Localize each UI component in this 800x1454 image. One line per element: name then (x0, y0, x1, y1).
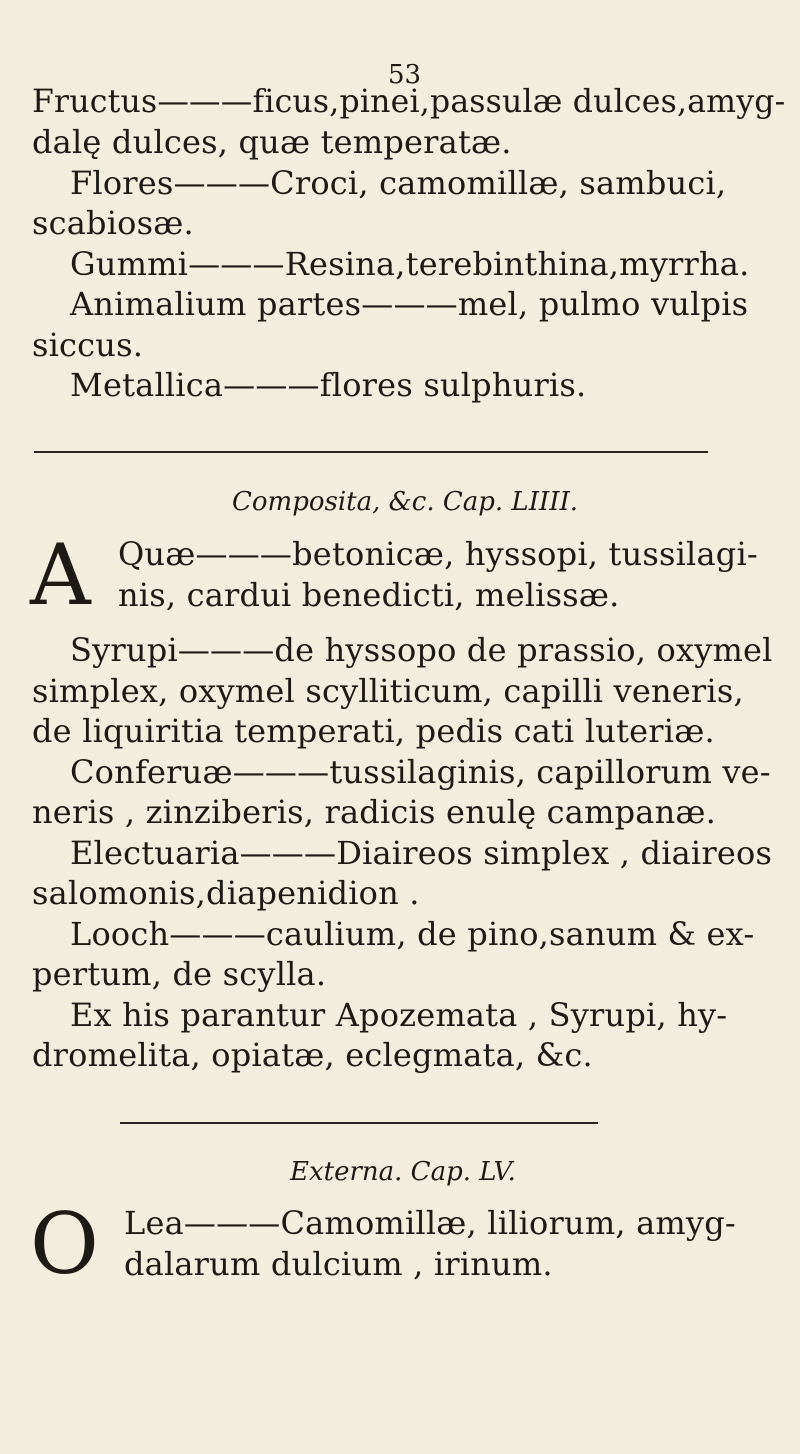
text-line: dromelita, opiatæ, eclegmata, &c. (32, 1036, 593, 1074)
text-line: de liquiritia temperati, pedis cati luteriæ. (32, 712, 715, 750)
text-line: Syrupi———de hyssopo de prassio, oxymel (70, 631, 773, 669)
text-line: Electuaria———Diaireos simplex , diaireos (70, 834, 773, 872)
section-heading: Externa. Cap. LV. (290, 1157, 516, 1187)
text-line: Looch———caulium, de pino,sanum & ex- (70, 915, 755, 953)
page-number: 53 (388, 60, 422, 90)
text-line: salomonis,diapenidion . (32, 874, 420, 912)
text-line: neris , zinziberis, radicis enulę campanæ. (32, 793, 717, 831)
text-line: Fructus———ficus,pinei,passulæ dulces,amyg- (32, 84, 786, 120)
text-line: Gummi———Resina,terebinthina,myrrha. (70, 245, 750, 283)
drop-cap: O (30, 1195, 99, 1293)
text-line: Animalium partes———mel, pulmo vulpis (70, 285, 749, 323)
text-line: Conferuæ———tussilaginis, capillorum ve- (70, 753, 771, 791)
section-heading: Composita, &c. Cap. LIIII. (232, 487, 579, 517)
text-line: Quæ———betonicæ, hyssopi, tussilagi- (118, 535, 758, 573)
divider-rule (34, 451, 708, 453)
text-line: scabiosæ. (32, 204, 194, 242)
text-line: siccus. (32, 326, 144, 364)
divider-rule (120, 1122, 598, 1124)
text-line: dalę dulces, quæ temperatæ. (32, 123, 512, 161)
text-line: Ex his parantur Apozemata , Syrupi, hy- (70, 996, 728, 1034)
text-line: Flores———Croci, camomillæ, sambuci, (70, 164, 727, 202)
drop-cap: A (30, 526, 91, 624)
text-line: dalarum dulcium , irinum. (124, 1245, 553, 1283)
text-line: pertum, de scylla. (32, 955, 327, 993)
text-line: simplex, oxymel scylliticum, capilli veneris, (32, 672, 744, 710)
text-line: Lea———Camomillæ, liliorum, amyg- (124, 1204, 736, 1242)
text-line: Metallica———flores sulphuris. (70, 366, 587, 404)
text-line: nis, cardui benedicti, melissæ. (118, 576, 620, 614)
